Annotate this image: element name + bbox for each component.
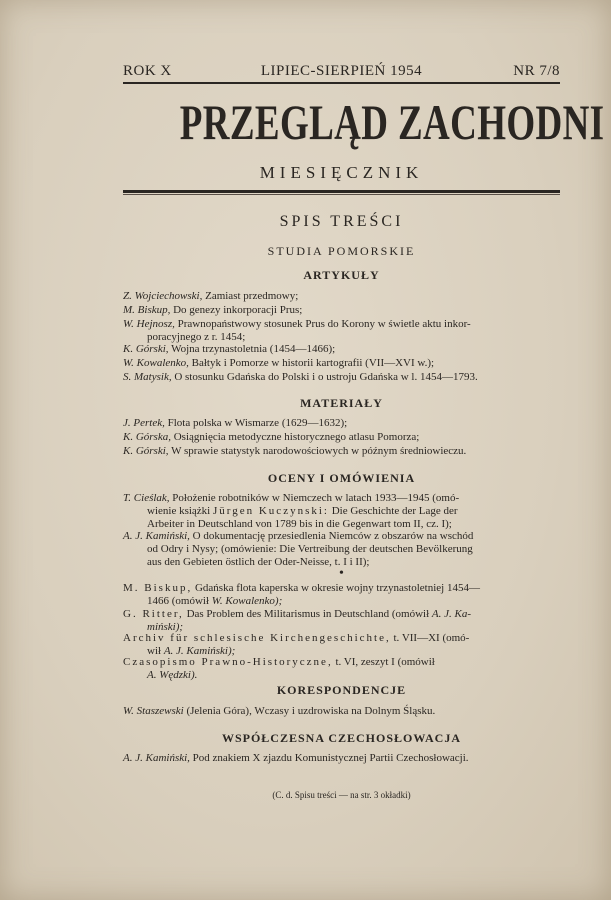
entry-author: W. Hejnosz, <box>123 318 175 330</box>
entry-text: Zamiast przedmowy; <box>205 290 299 302</box>
entry-text: t. VI, zeszyt I (omówił <box>335 656 435 668</box>
entry-text-continued: od Odry i Nysy; (omówienie: Die Vertreibung der deutschen Bevölkerung <box>147 543 473 555</box>
top-rule <box>123 82 560 84</box>
toc-entry <box>123 582 563 608</box>
entry-text: O stosunku Gdańska do Polski i o ustroju Gdańska w l. 1454—1793. <box>174 371 478 383</box>
issue-date: LIPIEC-SIERPIEŃ 1954 <box>260 63 423 79</box>
entry-text: Do genezy inkorporacji Prus; <box>173 304 303 316</box>
entry-author: A. J. Ka- <box>431 608 472 620</box>
entry-author: A. J. Kamiński, <box>123 752 190 764</box>
toc-entry <box>123 492 563 531</box>
bottom-rule-thin <box>123 194 560 195</box>
heading-czechoslowacja: WSPÓŁCZESNA CZECHOSŁOWACJA <box>221 731 462 745</box>
entry-spaced-author: Archiv für schlesische Kirchengeschichte, <box>123 632 391 644</box>
entry-spaced-author: Czasopismo Prawno-Historyczne, <box>123 656 333 668</box>
entry-text: O dokumentację przesiedlenia Niemców z obszarów na wschód <box>192 530 474 542</box>
entry-author: K. Górski, <box>123 445 169 457</box>
toc-entry <box>123 431 563 444</box>
entry-author: W. Staszewski <box>123 705 184 717</box>
toc-entry <box>123 417 563 430</box>
entry-text: Pod znakiem X zjazdu Komunistycznej Partii Czechosłowacji. <box>192 752 469 764</box>
toc-entry <box>123 343 563 356</box>
continuation-note: (C. d. Spisu treści — na str. 3 okładki) <box>272 790 411 800</box>
toc-title: SPIS TREŚCI <box>279 213 404 230</box>
entry-text: wienie książki <box>147 505 211 517</box>
entry-text: Osiągnięcia metodyczne historycznego atlasu Pomorza; <box>173 431 420 443</box>
entry-text: Gdańska flota kaperska w okresie wojny trzynastoletniej 1454— <box>194 582 480 594</box>
toc-entry <box>123 656 563 682</box>
entry-text: Prawnopaństwowy stosunek Prus do Korony w świetle aktu inkor- <box>177 318 471 330</box>
entry-text: Das Problem des Militarismus in Deutschland (omówił <box>186 608 430 620</box>
entry-author: T. Cieślak, <box>123 492 170 504</box>
entry-author: M. Biskup, <box>123 304 171 316</box>
year-label: ROK X <box>123 63 172 79</box>
entry-text: Bałtyk i Pomorze w historii kartografii (VII—XVI w.); <box>191 357 435 369</box>
section-label: STUDIA POMORSKIE <box>267 244 416 258</box>
entry-text-continued <box>123 505 563 518</box>
entry-text: Flota polska w Wismarze (1629—1632); <box>167 417 348 429</box>
entry-author: J. Pertek, <box>123 417 165 429</box>
entry-author: K. Górska, <box>123 431 171 443</box>
entry-text-continued: Arbeiter in Deutschland von 1789 bis in die Gegenwart tom II, cz. I); <box>147 518 452 530</box>
entry-author: W. Kowalenko, <box>123 357 189 369</box>
toc-entry <box>123 530 563 569</box>
toc-entry <box>123 304 563 317</box>
bottom-rule <box>123 190 560 193</box>
entry-text: Die Geschichte der Lage der <box>331 505 458 517</box>
heading-korespondencje: KORESPONDENCJE <box>276 683 407 697</box>
entry-spaced-author: G. Ritter, <box>123 608 184 620</box>
toc-entry <box>123 705 563 718</box>
toc-entry <box>123 632 563 658</box>
entry-text-continued: miński); <box>147 621 184 633</box>
toc-entry <box>123 290 563 303</box>
entry-text-continued <box>123 595 563 608</box>
entry-text: t. VII—XI (omó- <box>393 632 470 644</box>
entry-text-continued: aus den Gebieten östlich der Oder-Neisse, t. I i II); <box>147 556 370 568</box>
toc-entry <box>123 371 563 384</box>
journal-subtitle: MIESIĘCZNIK <box>259 163 424 182</box>
journal-title: PRZEGLĄD ZACHODNI <box>179 94 605 150</box>
entry-text: Wojna trzynastoletnia (1454—1466); <box>171 343 336 355</box>
toc-entry <box>123 318 563 344</box>
entry-text-continued: poracyjnego z r. 1454; <box>147 331 246 343</box>
toc-entry <box>123 357 563 370</box>
issue-number: NR 7/8 <box>513 63 560 79</box>
entry-author: S. Matysik, <box>123 371 172 383</box>
separator-dot: • <box>339 566 344 581</box>
entry-author: Z. Wojciechowski, <box>123 290 203 302</box>
entry-text: (Jelenia Góra), Wczasy i uzdrowiska na Dolnym Śląsku. <box>186 705 436 717</box>
heading-oceny: OCENY I OMÓWIENIA <box>267 471 416 485</box>
toc-entry <box>123 608 563 634</box>
entry-spaced-author: Jürgen Kuczynski: <box>212 505 329 517</box>
entry-author: A. J. Kamiński, <box>123 530 190 542</box>
entry-author: W. Kowalenko); <box>211 595 283 607</box>
entry-text: 1466 (omówił <box>147 595 210 607</box>
entry-author: A. J. Kamiński); <box>163 645 236 657</box>
entry-text-continued: A. Wędzki). <box>147 669 198 681</box>
entry-author: K. Górski, <box>123 343 169 355</box>
toc-entry <box>123 752 563 765</box>
entry-text: wił <box>147 645 162 657</box>
heading-artykuly: ARTYKUŁY <box>303 268 380 282</box>
entry-spaced-author: M. Biskup, <box>123 582 193 594</box>
heading-materialy: MATERIAŁY <box>300 396 383 410</box>
toc-entry <box>123 445 563 458</box>
entry-text: Położenie robotników w Niemczech w latach 1933—1945 (omó- <box>172 492 460 504</box>
entry-text: W sprawie statystyk narodowościowych w późnym średniowieczu. <box>171 445 467 457</box>
